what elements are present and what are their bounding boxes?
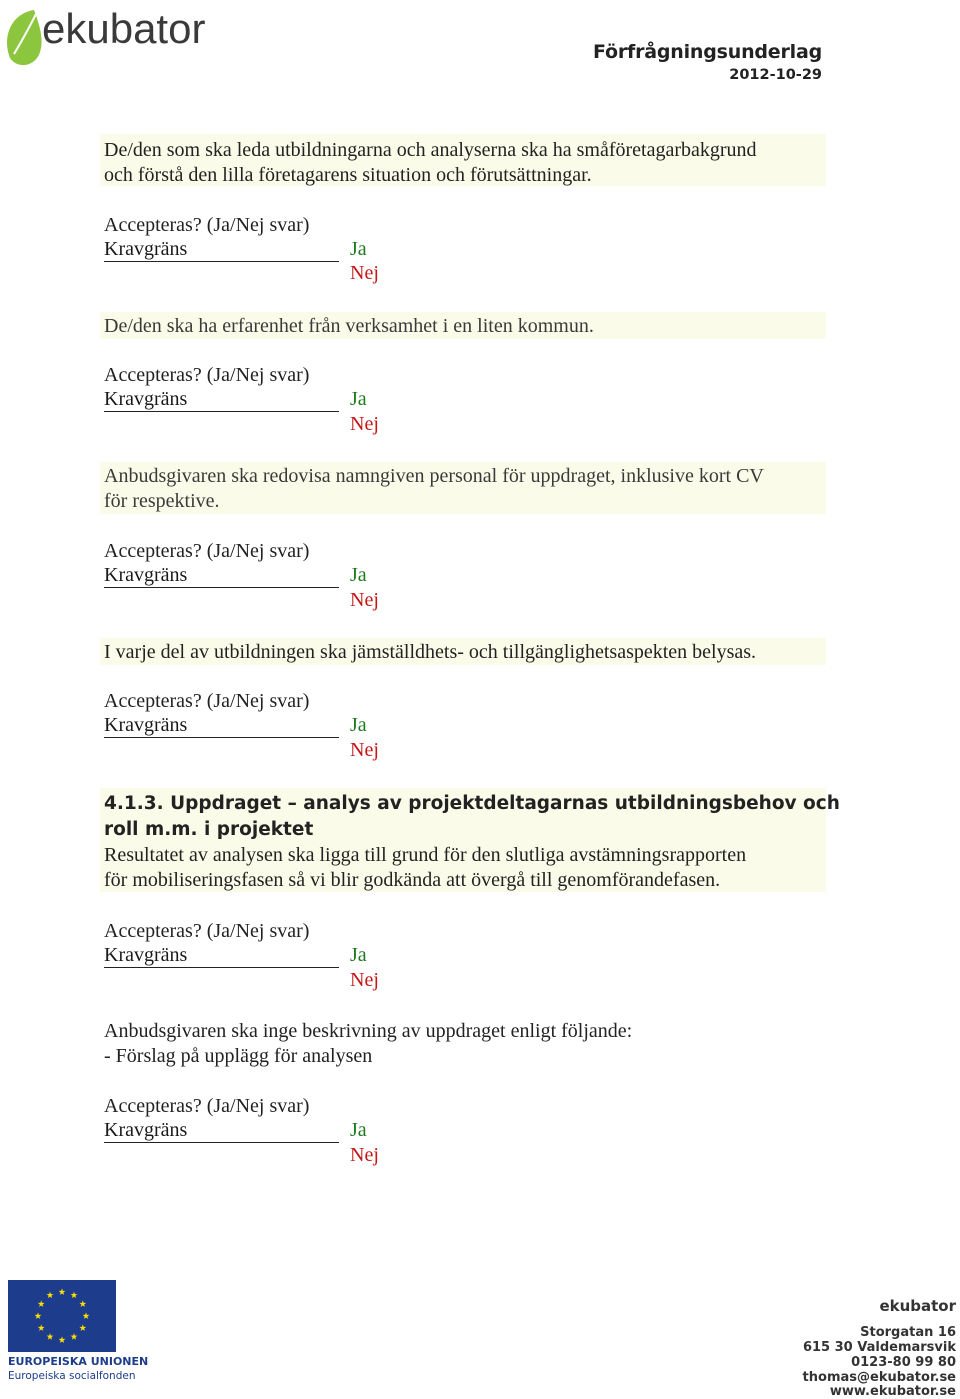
answer-no[interactable]: Nej — [350, 739, 379, 761]
answer-yes[interactable]: Ja — [350, 944, 367, 966]
accept-question: Accepteras? (Ja/Nej svar) — [104, 540, 310, 562]
section-heading: roll m.m. i projektet — [104, 819, 314, 840]
contact-email[interactable]: thomas@ekubator.se — [802, 1370, 956, 1385]
section-4-1-3 — [100, 788, 840, 892]
contact-phone: 0123-80 99 80 — [851, 1355, 956, 1370]
requirement-text: för mobiliseringsfasen så vi blir godkända att övergå till genomförandefasen. — [104, 869, 721, 891]
requirement-1 — [100, 134, 826, 186]
limit-label: Kravgräns — [104, 239, 339, 262]
section-heading: 4.1.3. Uppdraget – analys av projektdeltagarnas utbildningsbehov och — [104, 793, 840, 814]
accept-question: Accepteras? (Ja/Nej svar) — [104, 920, 310, 942]
accept-question: Accepteras? (Ja/Nej svar) — [104, 690, 310, 712]
limit-row — [104, 564, 339, 588]
contact-company: ekubator — [879, 1297, 956, 1315]
requirement-text: De/den ska ha erfarenhet från verksamhet i en liten kommun. — [104, 315, 594, 337]
eu-union-label: EUROPEISKA UNIONEN — [8, 1355, 149, 1368]
limit-label: Kravgräns — [104, 715, 339, 738]
requirement-text: - Förslag på upplägg för analysen — [104, 1045, 373, 1067]
answer-no[interactable]: Nej — [350, 969, 379, 991]
logo-wordmark: ekubator — [42, 5, 206, 52]
limit-row — [104, 238, 339, 262]
limit-label: Kravgräns — [104, 1120, 339, 1143]
requirement-text: Anbudsgivaren ska redovisa namngiven personal för uppdraget, inklusive kort CV — [104, 465, 764, 487]
eu-flag-icon — [8, 1280, 116, 1352]
requirement-text: I varje del av utbildningen ska jämställdhets- och tillgänglighetsaspekten belysas. — [104, 641, 757, 663]
answer-yes[interactable]: Ja — [350, 564, 367, 586]
requirement-2 — [100, 312, 826, 339]
limit-row — [104, 388, 339, 412]
answer-yes[interactable]: Ja — [350, 238, 367, 260]
answer-no[interactable]: Nej — [350, 1144, 379, 1166]
contact-website[interactable]: www.ekubator.se — [829, 1384, 956, 1399]
requirement-text: och förstå den lilla företagarens situation och förutsättningar. — [104, 164, 592, 186]
accept-question: Accepteras? (Ja/Nej svar) — [104, 364, 310, 386]
limit-label: Kravgräns — [104, 389, 339, 412]
document-date: 2012-10-29 — [729, 67, 822, 83]
limit-label: Kravgräns — [104, 565, 339, 588]
answer-no[interactable]: Nej — [350, 589, 379, 611]
limit-row — [104, 944, 339, 968]
requirement-text: Anbudsgivaren ska inge beskrivning av uppdraget enligt följande: — [104, 1020, 633, 1042]
contact-city: 615 30 Valdemarsvik — [802, 1340, 956, 1355]
requirement-text: De/den som ska leda utbildningarna och analyserna ska ha småföretagarbakgrund — [104, 139, 757, 161]
limit-label: Kravgräns — [104, 945, 339, 968]
answer-yes[interactable]: Ja — [350, 1119, 367, 1141]
contact-street: Storgatan 16 — [860, 1325, 956, 1340]
limit-row — [104, 714, 339, 738]
answer-yes[interactable]: Ja — [350, 714, 367, 736]
answer-no[interactable]: Nej — [350, 262, 379, 284]
eu-fund-label: Europeiska socialfonden — [8, 1370, 136, 1382]
requirement-3 — [100, 462, 826, 514]
requirement-4 — [100, 638, 826, 665]
ekubator-logo — [0, 0, 230, 70]
accept-question: Accepteras? (Ja/Nej svar) — [104, 1095, 310, 1117]
answer-no[interactable]: Nej — [350, 413, 379, 435]
accept-question: Accepteras? (Ja/Nej svar) — [104, 214, 310, 236]
requirement-text: Resultatet av analysen ska ligga till grund för den slutliga avstämningsrapporten — [104, 844, 747, 866]
document-title: Förfrågningsunderlag — [592, 41, 822, 63]
limit-row — [104, 1119, 339, 1143]
answer-yes[interactable]: Ja — [350, 388, 367, 410]
requirement-text: för respektive. — [104, 490, 220, 512]
